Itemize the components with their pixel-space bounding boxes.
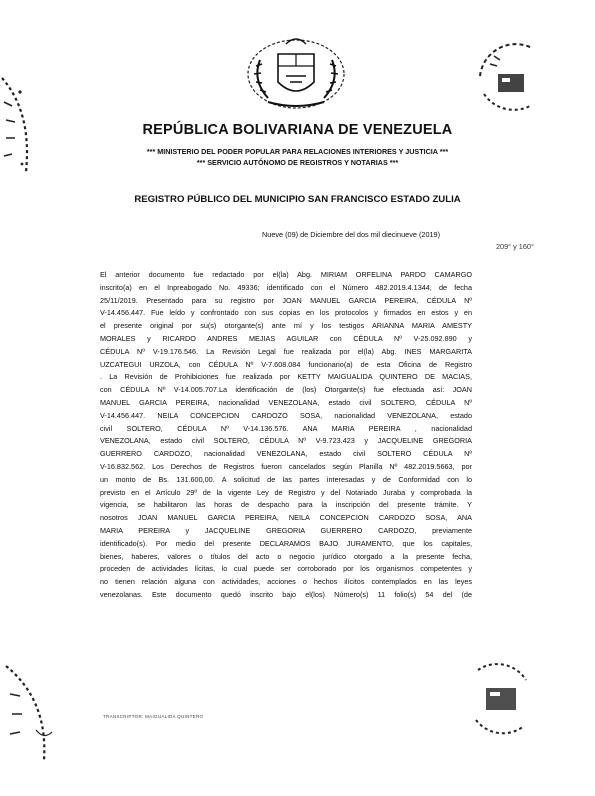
body-line: V-14.456.447. NEILA CONCEPCION CARDOZO SOSA, nacionalidad VENEZOLANA, estado — [100, 410, 472, 420]
body-line: un monto de Bs. 131.600,00. A solicitud de las partes interesadas y de Conformidad con lo — [100, 474, 472, 484]
body-line: inscrito(a) en el Inpreabogado No. 49336; identificado con el Número 482.2019.4.1344, de fecha — [100, 282, 472, 292]
body-line: V-16.832.562. Los Derechos de Registros fueron cancelados según Planilla Nº 482.2019.5663, por — [100, 461, 472, 471]
registry-seal-bottom-icon — [470, 660, 530, 740]
body-line: bienes, haberes, valores o títulos del acto o negocio jurídico otorgado a la presente fecha, — [100, 551, 472, 561]
document-body — [100, 269, 472, 602]
body-line: El anterior documento fue redactado por el(la) Abg. MIRIAM ORFELINA PARDO CAMARGO — [100, 270, 472, 279]
header-service: *** SERVICIO AUTÓNOMO DE REGISTROS Y NOTARIAS *** — [196, 158, 399, 167]
header-ministry: *** MINISTERIO DEL PODER POPULAR PARA RELACIONES INTERIORES Y JUSTICIA *** — [146, 147, 449, 156]
registry-seal-icon — [470, 36, 540, 116]
body-line: con CÉDULA Nº V-14.005.707.La identificación de (los) Otorgante(s) fue efectuada así: JOAN — [100, 385, 472, 395]
seal-fragment-bottom-left-icon — [0, 660, 60, 770]
body-line: UZCATEGUI URZOLA, con CÉDULA Nº V-7.608.084 funcionario(a) de esta Oficina de Registro — [100, 359, 472, 369]
body-line: vigencia, se habilitaron las horas de despacho para la inscripción del presente trámite. Y — [100, 500, 472, 510]
header-title: REPÚBLICA BOLIVARIANA DE VENEZUELA — [142, 122, 453, 138]
registry-title: REGISTRO PÚBLICO DEL MUNICIPIO SAN FRANCISCO ESTADO ZULIA — [134, 194, 461, 205]
body-line: no tienen relación alguna con actividades, acciones o hechos ilícitos contemplados en las leyes — [100, 577, 472, 587]
body-line: GUERRERO CARDOZO, nacionalidad VENEZOLANA, estado civil SOLTERO CÉDULA Nº — [100, 449, 472, 459]
coat-of-arms-icon — [238, 30, 354, 114]
body-line: MANUEL GARCIA PEREIRA, nacionalidad VENEZOLANA, estado civil SOLTERO, CÉDULA Nº — [100, 397, 472, 407]
body-line: venezolanas. Este documento quedó inscrito bajo el(los) Número(s) 11 folio(s) 54 del (de — [100, 589, 472, 599]
body-line: . La Revisión de Prohibiciones fue realizada por KETTY MAIGUALIDA QUINTERO DE MACIAS, — [100, 372, 472, 382]
body-line: civil SOLTERO, CÉDULA Nº V-14.136.576. ANA MARIA PEREIRA , nacionalidad — [100, 423, 472, 433]
date-line: Nueve (09) de Diciembre del dos mil diecinueve (2019) — [262, 230, 441, 239]
body-line: VENEZOLANA, estado civil SOLTERO, CÉDULA Nº V-9.723.423 y JACQUELINE GREGORIA — [100, 436, 472, 446]
body-line: V-14.456.447. Fue leído y confrontado con sus copias en los protocolos y firmados en estos y en — [100, 308, 472, 318]
body-line: identificado(s). Por medio del presente DECLARAMOS BAJO JURAMENTO, que los capitales, — [100, 538, 472, 548]
body-line: CÉDULA Nº V-19.176.546. La Revisión Legal fue realizada por el(la) Abg. INES MARGARITA — [100, 346, 472, 356]
body-line: MARIA PEREIRA y JACQUELINE GREGORIA GUERRERO CARDOZO, previamente — [100, 525, 472, 535]
body-line: 25/11/2019. Presentado para su registro por JOAN MANUEL GARCIA PEREIRA, CÉDULA Nº — [100, 295, 472, 305]
body-line: nosotros JOAN MANUEL GARCIA PEREIRA, NEILA CONCEPCION CARDOZO SOSA, ANA — [100, 513, 472, 523]
date-line-years: 209° y 160° — [496, 242, 534, 251]
body-line: proceden de actividades lícitas, lo cual puede ser corroborado por los organismos competentes y — [100, 564, 472, 574]
body-line: previsto en el Artículo 29º de la vigente Ley de Registro y del Notariado Juraba y comprobada la — [100, 487, 472, 497]
body-line: el presente original por su(s) otorgante(s) ante mí y los testigos ARIANNA MARIA AMESTY — [100, 321, 472, 331]
footer-note: TRANSCRIPTOR: MAIGUALIDA QUINTERO — [103, 714, 204, 719]
body-line: MORALES y RICARDO ANDRES MEJIAS AGUILAR con CÉDULA Nº V-25.092.890 y — [100, 333, 472, 343]
